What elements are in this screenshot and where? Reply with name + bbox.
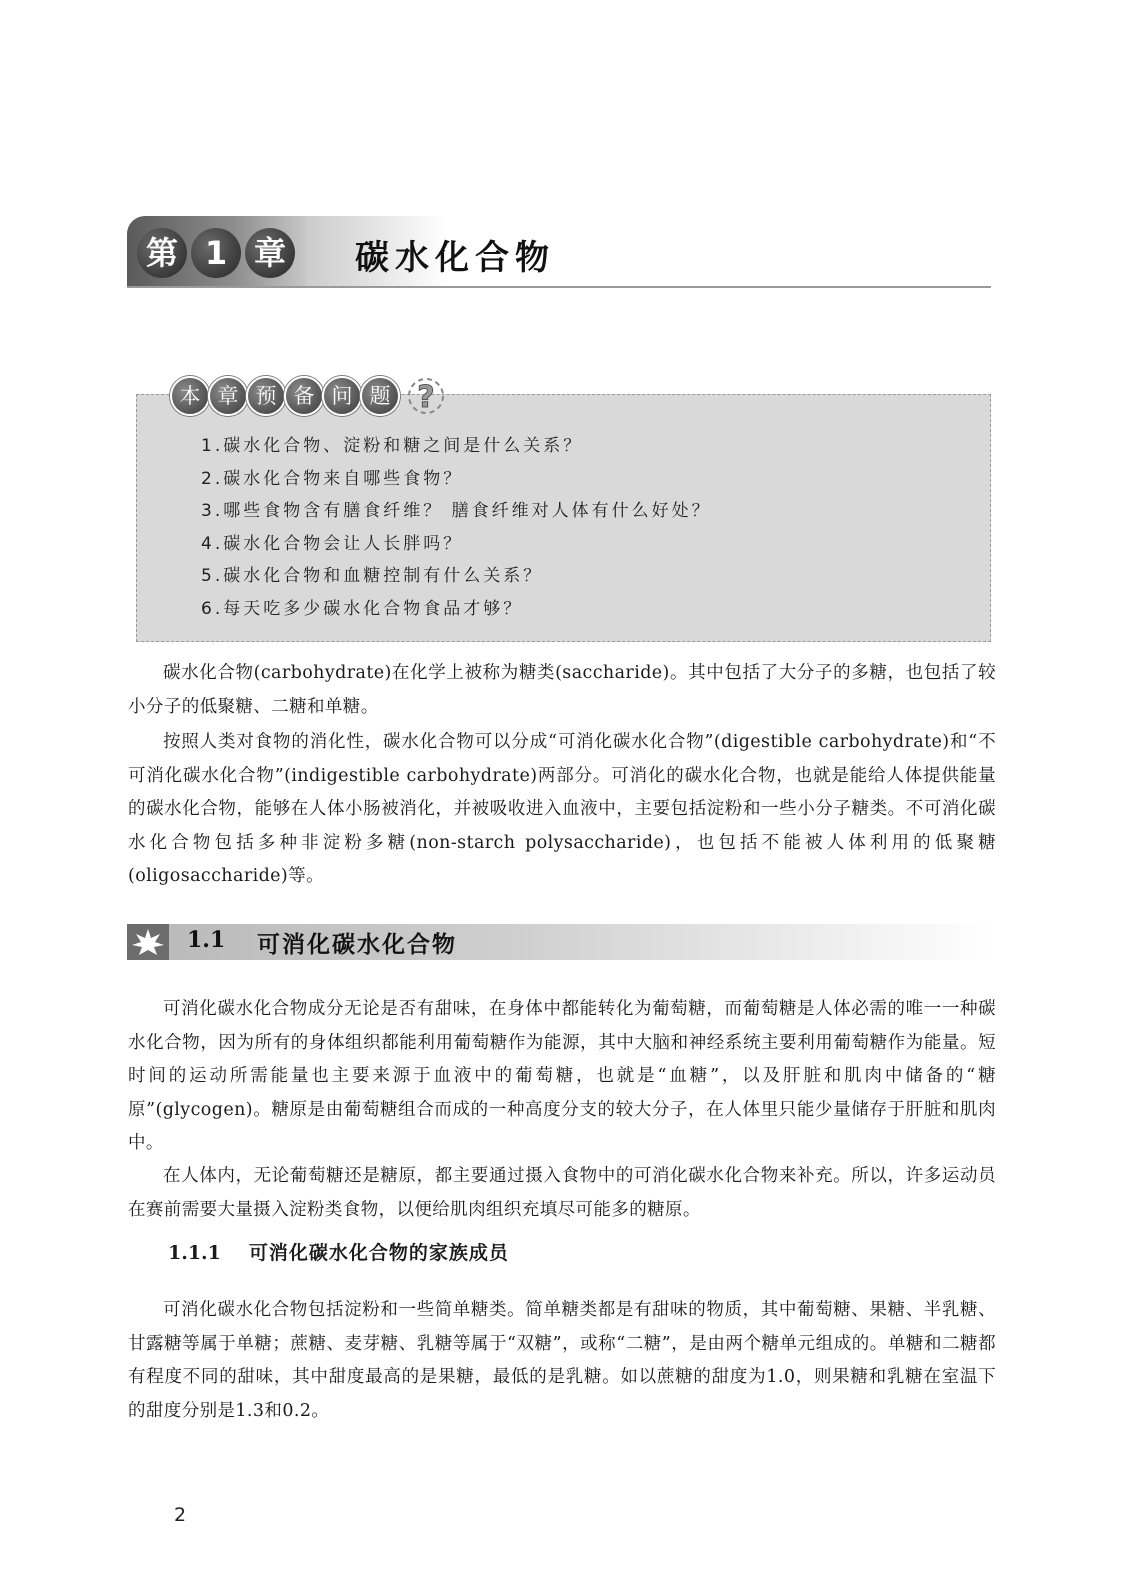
prep-title-char: 题 — [360, 376, 400, 416]
subsection-title: 可消化碳水化合物的家族成员 — [248, 1242, 509, 1264]
prep-title-char: 备 — [284, 376, 324, 416]
leaf-icon — [127, 924, 169, 960]
list-item: 5.碳水化合物和血糖控制有什么关系？ — [201, 566, 544, 587]
list-item: 6.每天吃多少碳水化合物食品才够？ — [201, 598, 524, 619]
svg-text:?: ? — [417, 380, 435, 415]
section-title: 可消化碳水化合物 — [257, 932, 457, 958]
prep-title-char: 问 — [322, 376, 362, 416]
subsection-number: 1.1.1 — [168, 1242, 221, 1264]
section-paragraph-2: 在人体内，无论葡萄糖还是糖原，都主要通过摄入食物中的可消化碳水化合物来补充。所以，许多运动员在赛前需要大量摄入淀粉类食物，以便给肌肉组织充填尽可能多的糖原。 — [128, 1166, 996, 1220]
section-heading — [127, 924, 997, 960]
chapter-title: 碳水化合物 — [355, 238, 555, 278]
prep-questions-title — [170, 374, 450, 418]
list-item: 3.哪些食物含有膳食纤维？ 膳食纤维对人体有什么好处？ — [201, 501, 712, 522]
chapter-rule — [127, 286, 991, 288]
question-mark-icon — [402, 374, 450, 418]
chapter-number: 1 — [191, 228, 241, 278]
page-number: 2 — [174, 1504, 187, 1526]
list-item: 4.碳水化合物会让人长胖吗？ — [201, 533, 464, 554]
prep-title-char: 本 — [170, 376, 210, 416]
subsection-paragraph-1: 可消化碳水化合物包括淀粉和一些简单糖类。简单糖类都是有甜味的物质，其中葡萄糖、果糖、半乳糖、甘露糖等属于单糖；蔗糖、麦芽糖、乳糖等属于“双糖”，或称“二糖”，是由两个糖单元组成的。单糖和二糖都有程度不同的甜味，其中甜度最高的是果糖，最低的是乳糖。如以蔗糖的甜度为1.0，则果糖和乳糖在室温下的甜度分别是1.3和0.2。 — [128, 1300, 996, 1421]
list-item: 2.碳水化合物来自哪些食物？ — [201, 468, 464, 489]
prep-questions-list — [201, 430, 712, 626]
intro-paragraph-1: 碳水化合物(carbohydrate)在化学上被称为糖类(saccharide)。其中包括了大分子的多糖，也包括了较小分子的低聚糖、二糖和单糖。 — [128, 663, 996, 717]
section-number: 1.1 — [187, 927, 226, 953]
chapter-suffix: 章 — [245, 228, 295, 278]
subsection-heading — [168, 1238, 509, 1265]
chapter-heading — [127, 216, 991, 288]
section-paragraph-1: 可消化碳水化合物成分无论是否有甜味，在身体中都能转化为葡萄糖，而葡萄糖是人体必需的唯一一种碳水化合物，因为所有的身体组织都能利用葡萄糖作为能源，其中大脑和神经系统主要利用葡萄糖作为能量。短时间的运动所需能量也主要来源于血液中的葡萄糖，也就是“血糖”，以及肝脏和肌肉中储备的“糖原”(glycogen)。糖原是由葡萄糖组合而成的一种高度分支的较大分子，在人体里只能少量储存于肝脏和肌肉中。 — [128, 999, 996, 1153]
chapter-prefix: 第 — [137, 228, 187, 278]
intro-paragraph-2: 按照人类对食物的消化性，碳水化合物可以分成“可消化碳水化合物”(digestible carbohydrate)和“不可消化碳水化合物”(indigestible carbohydrate)两部分。可消化的碳水化合物，也就是能给人体提供能量的碳水化合物，能够在人体小肠被消化，并被吸收进入血液中，主要包括淀粉和一些小分子糖类。不可消化碳水化合物包括多种非淀粉多糖(non-starch polysaccharide)，也包括不能被人体利用的低聚糖(oligosaccharide)等。 — [128, 732, 996, 886]
prep-title-char: 预 — [246, 376, 286, 416]
list-item: 1.碳水化合物、淀粉和糖之间是什么关系？ — [201, 436, 584, 456]
prep-title-char: 章 — [208, 376, 248, 416]
